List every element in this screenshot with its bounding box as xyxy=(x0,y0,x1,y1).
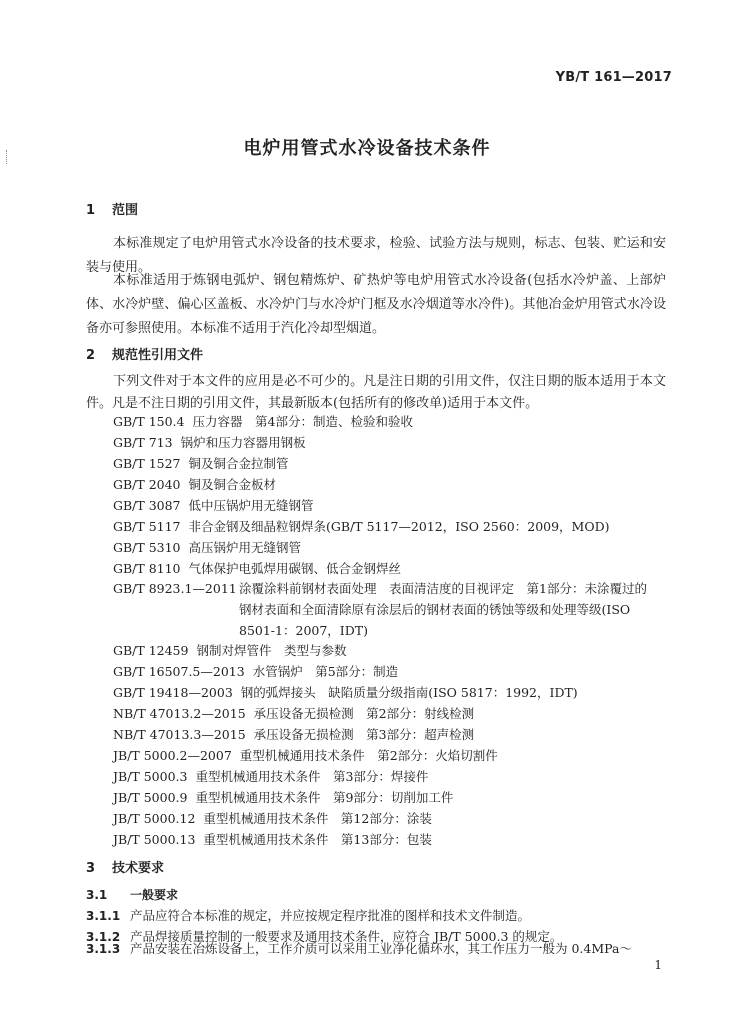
section-number: 2 xyxy=(86,348,96,363)
section-title: 规范性引用文件 xyxy=(112,348,204,363)
reference-code: JB/T 5000.12 xyxy=(113,811,196,826)
reference-title: 非合金钢及细晶粒钢焊条(GB/T 5117—2012，ISO 2560：2009，MOD) xyxy=(188,519,610,534)
reference-code: JB/T 5000.3 xyxy=(113,769,188,784)
reference-item xyxy=(113,746,673,766)
reference-title: 高压锅炉用无缝钢管 xyxy=(188,540,302,555)
reference-code: GB/T 5310 xyxy=(113,540,181,555)
reference-code: JB/T 5000.2—2007 xyxy=(113,748,232,763)
reference-title-line-1: 涂覆涂料前钢材表面处理 表面清洁度的目视评定 第1部分：未涂覆过的 xyxy=(239,581,647,596)
section-number: 3 xyxy=(86,861,96,876)
reference-title: 重型机械通用技术条件 第3部分：焊接件 xyxy=(195,769,429,784)
reference-title: 钢制对焊管件 类型与参数 xyxy=(196,643,347,658)
reference-title: 重型机械通用技术条件 第9部分：切削加工件 xyxy=(195,790,454,805)
scope-paragraph-1: 本标准规定了电炉用管式水冷设备的技术要求，检验、试验方法与规则，标志、包装、贮运和安装与使用。 xyxy=(86,236,666,275)
reference-item xyxy=(113,496,673,516)
reference-title-line-3: 8501-1：2007，IDT) xyxy=(239,623,368,638)
reference-item xyxy=(113,538,673,558)
clause-number: 3.1.3 xyxy=(86,942,121,956)
reference-code: NB/T 47013.2—2015 xyxy=(113,706,246,721)
clause-text: 产品应符合本标准的规定，并应按规定程序批准的图样和技术文件制造。 xyxy=(130,908,531,923)
clause-text: 产品焊接质量控制的一般要求及通用技术条件，应符合 JB/T 5000.3 的规定。 xyxy=(130,929,563,944)
references-intro: 下列文件对于本文件的应用是必不可少的。凡是注日期的引用文件，仅注日期的版本适用于本文件。凡是不注日期的引用文件，其最新版本(包括所有的修改单)适用于本文件。 xyxy=(86,374,666,411)
reference-item xyxy=(113,454,673,474)
reference-title: 重型机械通用技术条件 第13部分：包装 xyxy=(203,832,432,847)
reference-code: GB/T 5117 xyxy=(113,519,181,534)
reference-item xyxy=(113,433,673,453)
reference-code: GB/T 16507.5—2013 xyxy=(113,664,245,679)
section-3-heading xyxy=(86,857,164,876)
reference-item xyxy=(113,412,673,432)
clause-number: 3.1 xyxy=(86,888,108,902)
reference-item xyxy=(113,475,673,495)
standard-code: YB/T 161—2017 xyxy=(555,70,672,85)
reference-title: 铜及铜合金拉制管 xyxy=(188,456,289,471)
reference-code: GB/T 8110 xyxy=(113,561,181,576)
reference-title: 气体保护电弧焊用碳钢、低合金钢焊丝 xyxy=(188,561,402,576)
reference-item xyxy=(113,830,673,850)
reference-title: 锅炉和压力容器用钢板 xyxy=(180,435,306,450)
reference-item xyxy=(113,725,673,745)
reference-code: GB/T 713 xyxy=(113,435,173,450)
reference-title: 重型机械通用技术条件 第2部分：火焰切割件 xyxy=(239,748,498,763)
reference-code: GB/T 150.4 xyxy=(113,414,185,429)
scope-paragraph-2: 本标准适用于炼钢电弧炉、钢包精炼炉、矿热炉等电炉用管式水冷设备(包括水冷炉盖、上部炉体、水冷炉壁、偏心区盖板、水冷炉门与水冷炉门框及水冷烟道等水冷件)。其他冶金炉用管式水冷设备亦可参照使用。本标准不适用于汽化冷却型烟道。 xyxy=(86,273,666,336)
clause-number: 3.1.2 xyxy=(86,930,121,944)
reference-title: 重型机械通用技术条件 第12部分：涂装 xyxy=(203,811,432,826)
reference-item xyxy=(113,809,673,829)
reference-code: GB/T 2040 xyxy=(113,477,181,492)
reference-title: 承压设备无损检测 第2部分：射线检测 xyxy=(253,706,475,721)
section-title: 技术要求 xyxy=(112,861,165,876)
reference-code: JB/T 5000.13 xyxy=(113,832,196,847)
page-number: 1 xyxy=(654,958,662,972)
section-1-heading xyxy=(86,199,138,218)
reference-item xyxy=(113,662,673,682)
clause-number: 3.1.1 xyxy=(86,909,121,923)
reference-title-line-2: 钢材表面和全面清除原有涂层后的钢材表面的锈蚀等级和处理等级(ISO xyxy=(239,602,631,617)
reference-item xyxy=(113,517,673,537)
reference-title: 低中压锅炉用无缝钢管 xyxy=(188,498,314,513)
reference-code: GB/T 8923.1—2011 xyxy=(113,581,237,596)
reference-title: 压力容器 第4部分：制造、检验和验收 xyxy=(192,414,413,429)
reference-code: GB/T 19418—2003 xyxy=(113,685,233,700)
reference-title: 承压设备无损检测 第3部分：超声检测 xyxy=(253,727,475,742)
section-2-heading xyxy=(86,344,203,363)
section-title: 范围 xyxy=(112,203,139,218)
section-number: 1 xyxy=(86,203,96,218)
reference-title: 铜及铜合金板材 xyxy=(188,477,277,492)
reference-item xyxy=(113,559,673,579)
reference-item xyxy=(113,704,673,724)
clause-3-1-3 xyxy=(86,939,666,959)
clause-3-1-1 xyxy=(86,906,666,926)
reference-item xyxy=(113,767,673,787)
reference-code: JB/T 5000.9 xyxy=(113,790,188,805)
document-title: 电炉用管式水冷设备技术条件 xyxy=(243,138,491,159)
reference-title: 水管锅炉 第5部分：制造 xyxy=(252,664,399,679)
reference-title: 钢的弧焊接头 缺陷质量分级指南(ISO 5817：1992，IDT) xyxy=(240,685,578,700)
reference-item xyxy=(113,641,673,661)
reference-code: GB/T 3087 xyxy=(113,498,181,513)
clause-title: 一般要求 xyxy=(130,888,179,902)
clause-3-1 xyxy=(86,885,666,905)
reference-item-multiline xyxy=(113,578,673,641)
reference-code: GB/T 12459 xyxy=(113,643,189,658)
reference-item xyxy=(113,788,673,808)
clause-text: 产品安装在冶炼设备上，工作介质可以采用工业净化循环水，其工作压力一般为 0.4MPa～ xyxy=(130,941,632,956)
reference-code: GB/T 1527 xyxy=(113,456,181,471)
reference-item xyxy=(113,683,673,703)
reference-code: NB/T 47013.3—2015 xyxy=(113,727,246,742)
